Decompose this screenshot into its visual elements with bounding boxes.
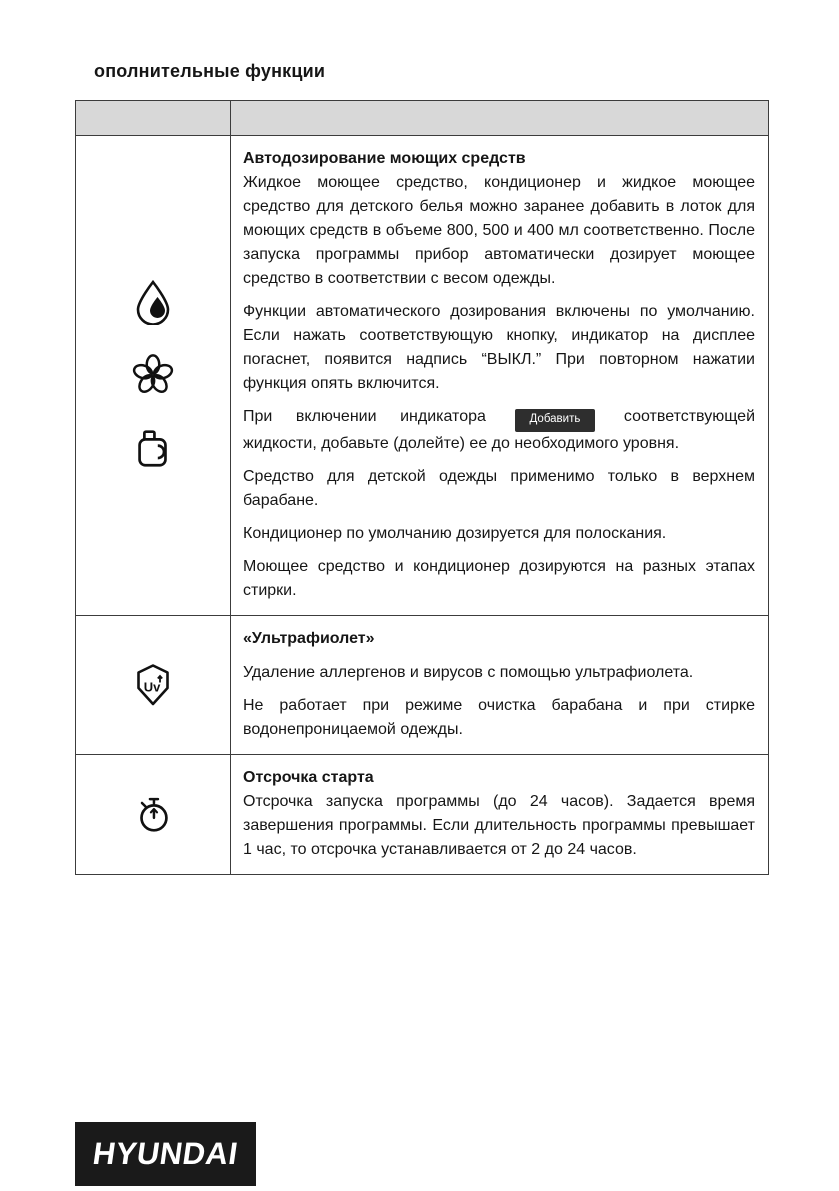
autodosing-paragraph-2: Функции автоматического дозирования включены по умолчанию. Если нажать соответствующую кнопку, индикатор на дисплее погаснет, появится надпись “ВЫКЛ.” При повторном нажатии функция опять включится. (243, 303, 755, 392)
hyundai-logo-text: HYUNDAI (90, 1136, 241, 1171)
autodosing-paragraph-4: Средство для детской одежды применимо только в верхнем барабане. (243, 467, 755, 509)
table-header-description-column (231, 101, 768, 135)
autodosing-icons-cell (76, 136, 231, 615)
table-header-row (76, 101, 768, 136)
autodosing-title: Автодозирование моющих средств (243, 150, 526, 167)
hyundai-logo (75, 1122, 256, 1186)
delayed-start-icons-cell (76, 755, 231, 874)
autodosing-paragraph-5: Кондиционер по умолчанию дозируется для полоскания. (243, 524, 667, 542)
ultraviolet-paragraph-1: Удаление аллергенов и вирусов с помощью ультрафиолета. (243, 663, 694, 681)
table-row-autodosing (76, 136, 768, 616)
autodosing-paragraph-1: Жидкое моющее средство, кондиционер и жидкое моющее средство для детского белья можно заранее добавить в лоток для моющих средств в объеме 800, 500 и 400 мл соответственно. После запуска программы прибор автоматически дозирует моющее средство в соответствии с весом одежды. (243, 174, 755, 287)
table-header-icon-column (76, 101, 231, 135)
additional-functions-table (75, 100, 769, 875)
baby-detergent-jug-icon (130, 425, 176, 471)
add-indicator-badge: Добавить (515, 409, 596, 432)
badge-line-after: соответствующей жидкости, добавьте (долейте) ее до необходимого уровня. (243, 408, 756, 452)
autodosing-paragraph-with-badge (243, 405, 755, 456)
table-row-ultraviolet (76, 616, 768, 755)
detergent-drop-icon (133, 279, 173, 325)
delayed-start-title: Отсрочка старта (243, 768, 374, 786)
softener-fan-icon (130, 352, 176, 398)
delay-start-timer-icon (130, 791, 176, 837)
delayed-start-paragraph-1: Отсрочка запуска программы (до 24 часов). Задается время завершения программы. Если длительность программы превышает 1 час, то отсрочка устанавливается от 2 до 24 часов. (243, 792, 755, 858)
delayed-start-text-cell (231, 755, 768, 874)
ultraviolet-title: «Ультрафиолет» (243, 629, 375, 647)
page-title: ополнительные функции (94, 61, 326, 81)
uv-icon-label: Uv (143, 679, 161, 694)
ultraviolet-paragraph-2: Не работает при режиме очистка барабана и при стирке водонепроницаемой одежды. (243, 696, 755, 738)
autodosing-paragraph-6: Моющее средство и кондиционер дозируются на разных этапах стирки. (243, 557, 755, 599)
badge-line-before: При включении индикатора (243, 408, 486, 425)
uv-shield-icon (129, 661, 177, 709)
autodosing-text-cell (231, 136, 768, 615)
table-row-delayed-start (76, 755, 768, 874)
ultraviolet-icons-cell (76, 616, 231, 754)
ultraviolet-text-cell (231, 616, 768, 754)
